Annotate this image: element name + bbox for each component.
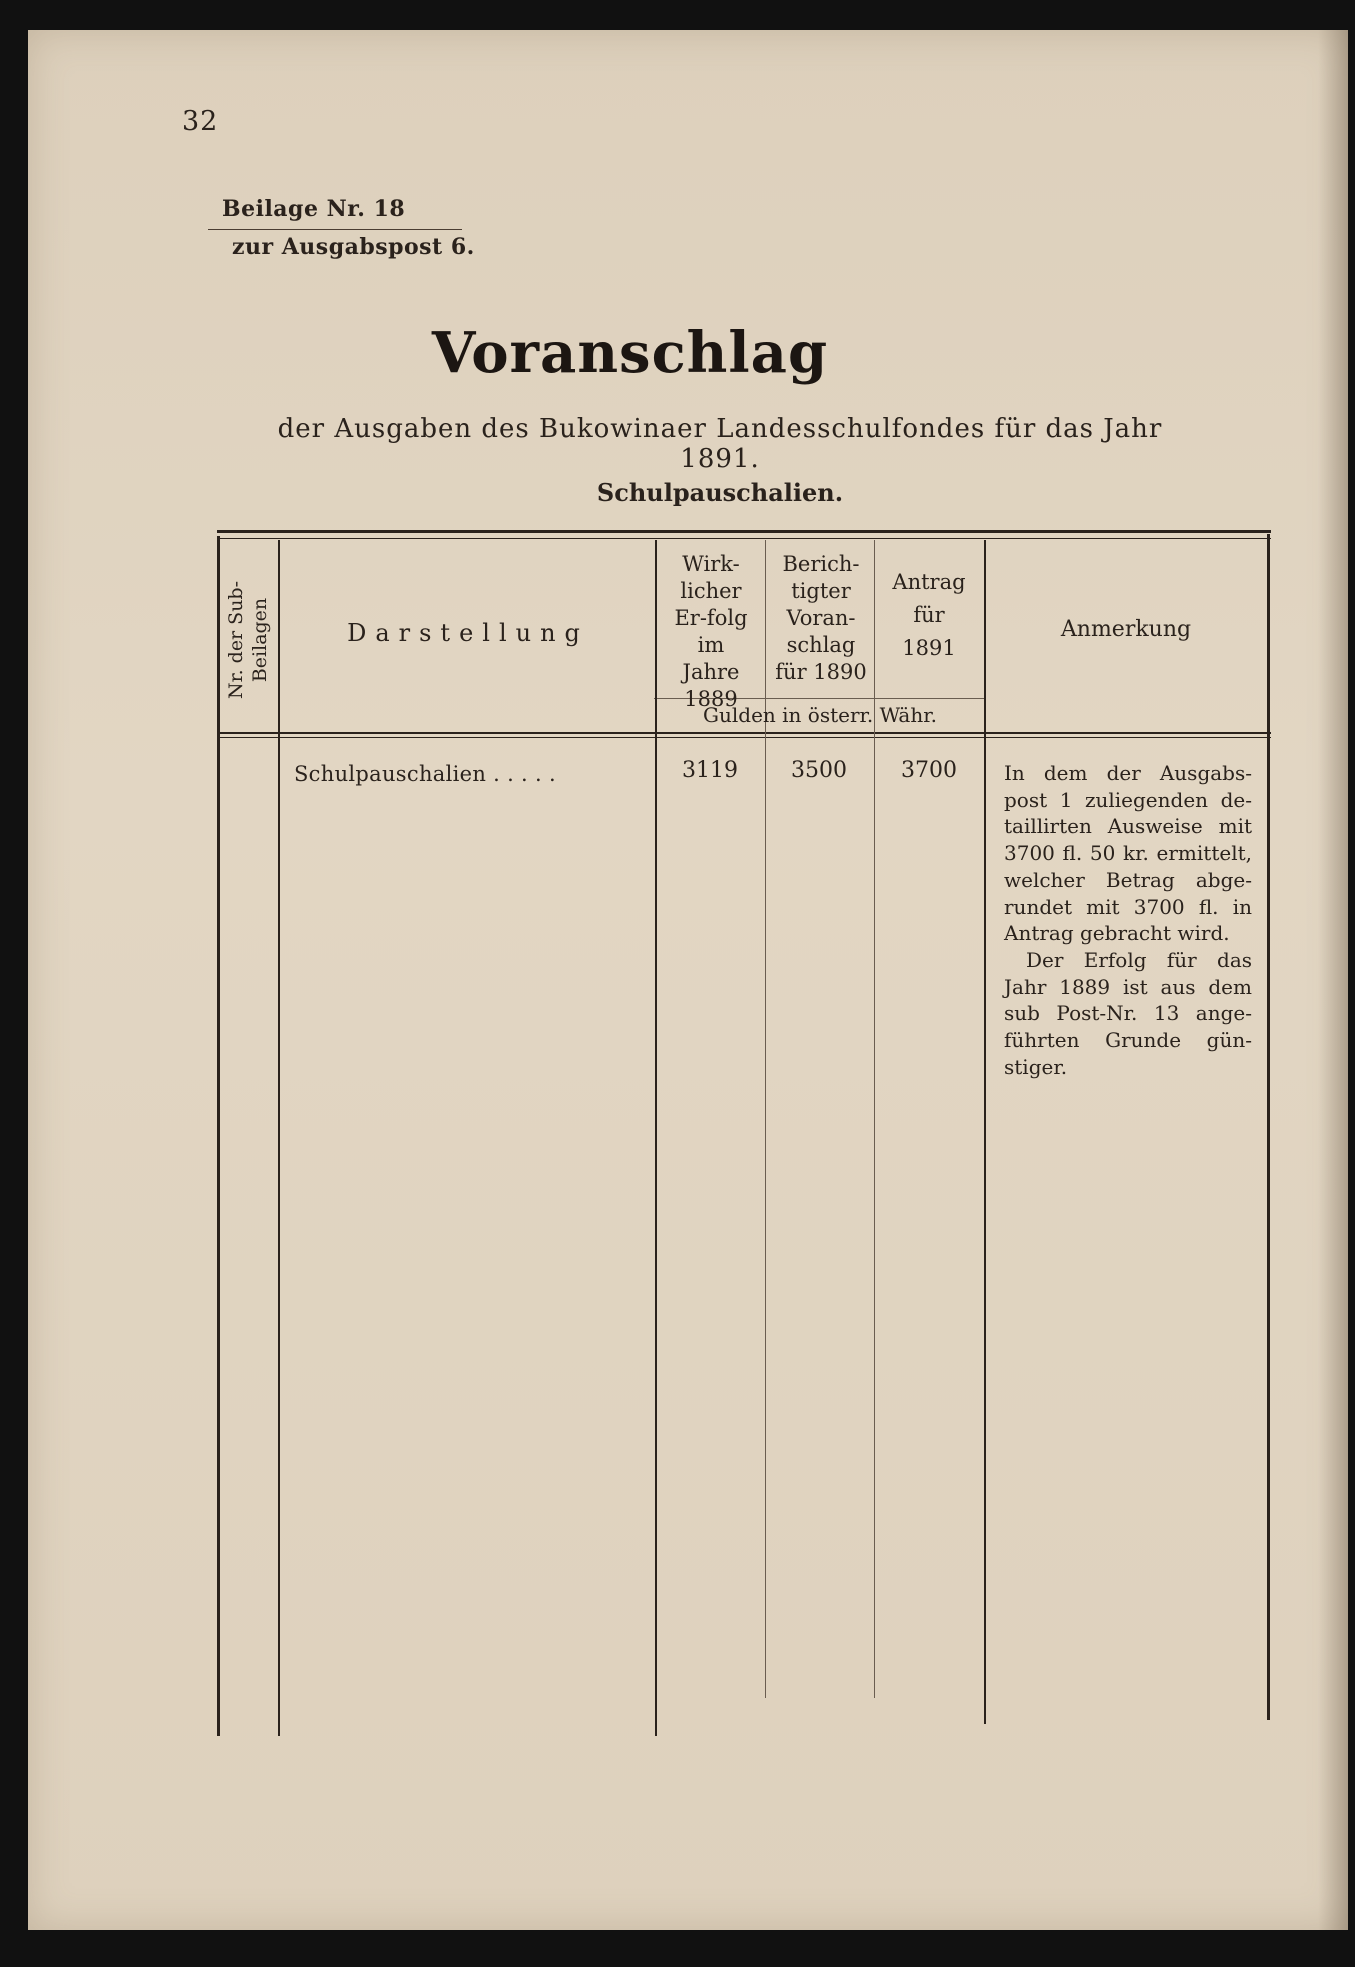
header-bottom-rule-thin — [217, 737, 1271, 738]
row-antrag-1891: 3700 — [901, 758, 957, 783]
row-erfolg-1889: 3119 — [682, 758, 738, 783]
col-divider-darstellung — [655, 540, 657, 1736]
header-berichtigter-voranschlag: Berich-tigter Voran-schlag für 1890 — [775, 552, 867, 684]
remark-paragraph-2: Der Erfolg für das Jahr 1889 ist aus dem sub Post-Nr. 13 ange-führten Grunde gün-stiger. — [1004, 947, 1252, 1079]
row-voranschlag-1890: 3500 — [791, 758, 847, 783]
header-wirklicher-erfolg: Wirk-licher Er-folg im Jahre 1889 — [674, 552, 748, 711]
header-antrag: Antrag für 1891 — [892, 570, 966, 660]
beilage-rule — [208, 229, 462, 230]
remark-paragraph-1: In dem der Ausgabs-post 1 zuliegenden de-taillirten Ausweise mit 3700 fl. 50 kr. ermittelt, welcher Betrag abge-rundet mit 3700 fl. in Antrag gebracht wird. — [1004, 761, 1252, 946]
header-sub-beilagen: Nr. der Sub-Beilagen — [225, 580, 271, 700]
ausgabspost-label: zur Ausgabspost 6. — [232, 234, 475, 260]
page-edge-shadow — [1318, 30, 1348, 1930]
page-number: 32 — [182, 106, 219, 137]
page-title: Voranschlag — [431, 320, 829, 386]
header-currency: Gulden in österr. Währ. — [703, 703, 937, 727]
col-divider-nr — [278, 540, 280, 1736]
row-anmerkung — [1004, 760, 1252, 1080]
table-top-rule-thin — [217, 538, 1271, 539]
header-sub-beilagen-cell — [220, 547, 276, 733]
table-top-rule — [217, 530, 1271, 533]
header-darstellung: Darstellung — [347, 619, 589, 647]
header-anmerkung: Anmerkung — [1060, 617, 1192, 642]
page-subtitle: der Ausgaben des Bukowinaer Landesschulfondes für das Jahr 1891. — [277, 414, 1163, 474]
table-right-border — [1267, 534, 1270, 1720]
col-divider-antrag — [984, 540, 986, 1724]
beilage-label: Beilage Nr. 18 — [222, 196, 406, 222]
row-darstellung: Schulpauschalien . . . . . — [294, 762, 556, 786]
section-heading: Schulpauschalien. — [596, 478, 844, 507]
header-bottom-rule — [217, 732, 1271, 734]
